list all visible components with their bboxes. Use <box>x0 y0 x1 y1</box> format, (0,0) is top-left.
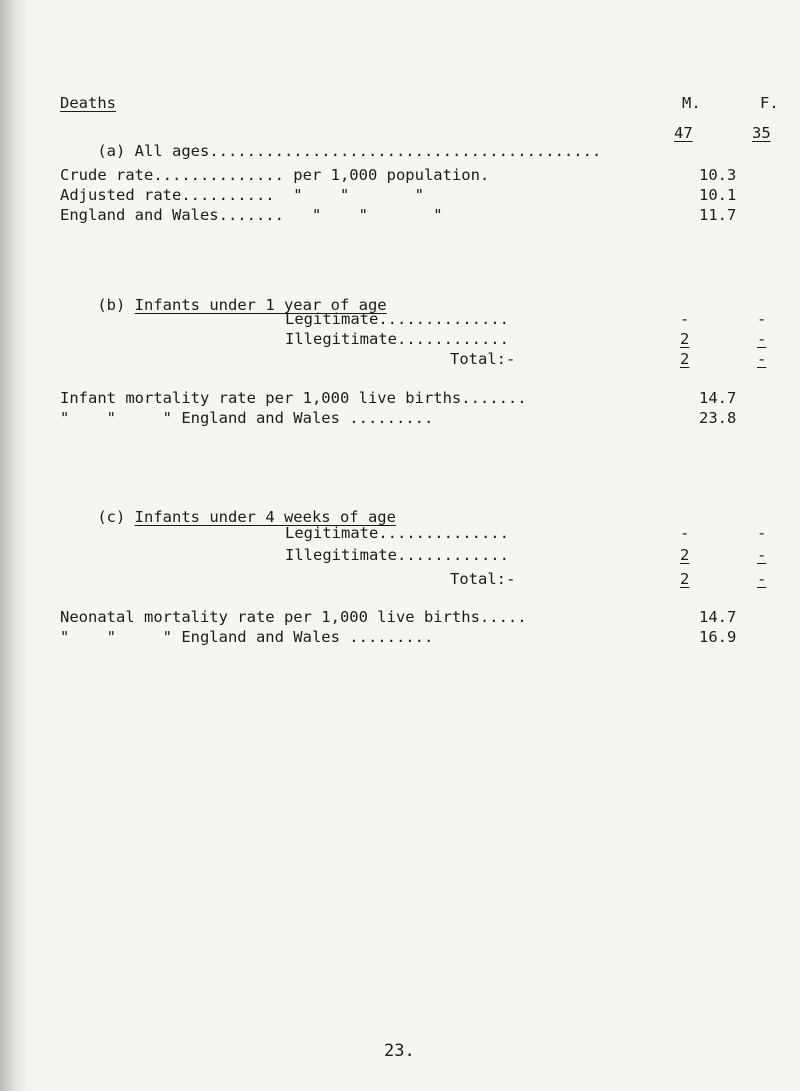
infant-mortality-value: 14.7 <box>699 389 737 407</box>
england-wales-rate-value: 11.7 <box>699 206 737 224</box>
adjusted-rate-label: Adjusted rate.......... " " " <box>60 186 424 204</box>
b-legitimate-f: - <box>757 310 767 328</box>
all-ages-f-value: 35 <box>752 124 771 142</box>
b-illegitimate-label: Illegitimate............ <box>285 330 509 348</box>
all-ages-m-value: 47 <box>674 124 693 142</box>
c-total-label: Total:- <box>450 570 516 588</box>
infant-mortality-ew-value: 23.8 <box>699 409 737 427</box>
page-number: 23. <box>384 1041 415 1061</box>
neonatal-mortality-value: 14.7 <box>699 608 737 626</box>
england-wales-rate-label: England and Wales....... " " " <box>60 206 443 224</box>
c-legitimate-f: - <box>757 524 767 542</box>
crude-rate-value: 10.3 <box>699 166 737 184</box>
neonatal-mortality-ew-label: " " " England and Wales ......... <box>60 628 434 646</box>
section-a-leader: .......................................... <box>209 142 602 160</box>
b-legitimate-label: Legitimate.............. <box>285 310 509 328</box>
infant-mortality-ew-label: " " " England and Wales ......... <box>60 409 434 427</box>
c-total-f: - <box>757 570 767 588</box>
c-total-m: 2 <box>680 570 690 588</box>
section-b-prefix: (b) <box>97 296 126 314</box>
adjusted-rate-value: 10.1 <box>699 186 737 204</box>
c-illegitimate-label: Illegitimate............ <box>285 546 509 564</box>
page-title: Deaths <box>60 94 116 112</box>
c-illegitimate-m: 2 <box>680 546 690 564</box>
neonatal-mortality-ew-value: 16.9 <box>699 628 737 646</box>
section-b-label: Infants under 1 year of age <box>134 296 387 314</box>
b-illegitimate-m: 2 <box>680 330 690 348</box>
neonatal-mortality-label: Neonatal mortality rate per 1,000 live births..... <box>60 608 527 626</box>
b-total-label: Total:- <box>450 350 516 368</box>
section-c-label: Infants under 4 weeks of age <box>134 508 396 526</box>
b-illegitimate-f: - <box>757 330 767 348</box>
infant-mortality-label: Infant mortality rate per 1,000 live births....... <box>60 389 527 407</box>
b-legitimate-m: - <box>680 310 690 328</box>
c-legitimate-label: Legitimate.............. <box>285 524 509 542</box>
column-header-f: F. <box>760 94 779 112</box>
b-total-f: - <box>757 350 767 368</box>
crude-rate-label: Crude rate.............. per 1,000 population. <box>60 166 490 184</box>
page-edge-shadow <box>0 0 28 1091</box>
column-header-m: M. <box>682 94 701 112</box>
c-legitimate-m: - <box>680 524 690 542</box>
b-total-m: 2 <box>680 350 690 368</box>
section-c-prefix: (c) <box>97 508 126 526</box>
section-a-label: (a) All ages <box>97 142 210 160</box>
c-illegitimate-f: - <box>757 546 767 564</box>
